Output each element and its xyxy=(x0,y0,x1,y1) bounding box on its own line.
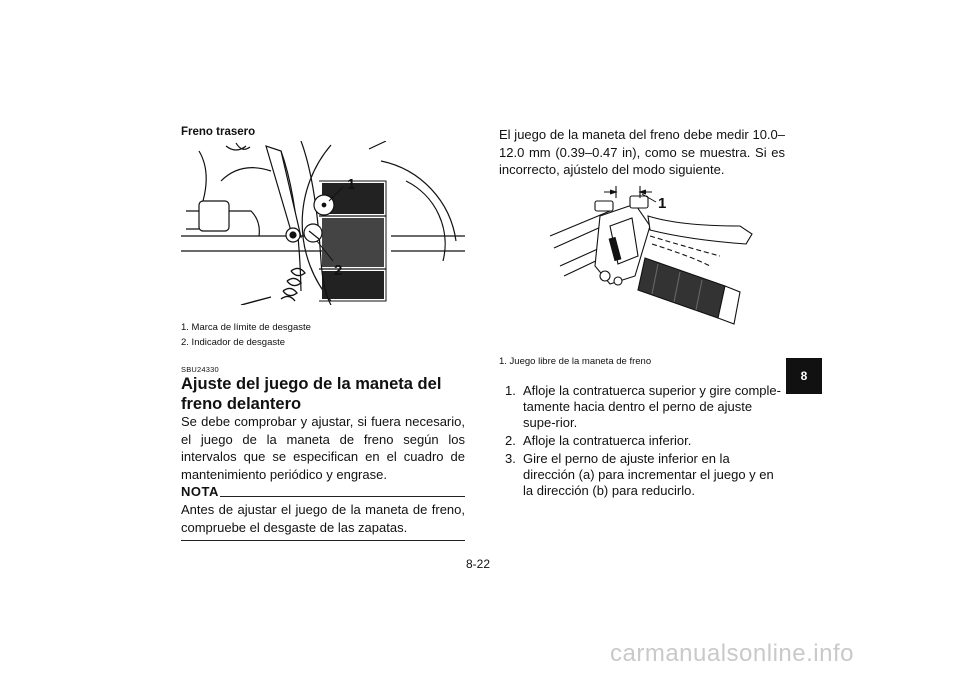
page-number: 8-22 xyxy=(466,557,491,571)
step-number: 3. xyxy=(505,451,516,466)
front-brake-caption xyxy=(499,354,651,369)
section-code: SBU24330 xyxy=(181,365,219,374)
figure-title-rear-brake: Freno trasero xyxy=(181,126,256,138)
note-text: Antes de ajustar el juego de la maneta de freno, compruebe el desgaste de las zapatas. xyxy=(181,502,465,535)
chapter-tab: 8 xyxy=(786,358,822,394)
figure-callout-2: 2 xyxy=(334,262,343,279)
step-number: 1. xyxy=(505,383,516,398)
free-play-callout-1: 1 xyxy=(658,195,667,212)
note-bottom-rule xyxy=(181,540,465,541)
rear-brake-illustration xyxy=(181,141,465,305)
step-item xyxy=(499,433,785,449)
step-item xyxy=(499,451,785,499)
caption-item: 1. Marca de límite de desgaste xyxy=(181,322,311,333)
step-text: Afloje la contratuerca inferior. xyxy=(523,433,692,448)
section-heading: Ajuste del juego de la maneta del freno delantero xyxy=(181,375,442,413)
step-text: Afloje la contratuerca superior y gire comple-tamente hacia dentro el perno de ajuste supe-rior. xyxy=(523,383,781,430)
rear-brake-captions xyxy=(181,320,311,350)
adjustment-steps xyxy=(499,383,785,501)
step-item xyxy=(499,383,785,431)
step-number: 2. xyxy=(505,433,516,448)
free-play-intro: El juego de la maneta del freno debe medir 10.0–12.0 mm (0.39–0.47 in), como se muestra. Si es incorrecto, ajústelo del modo siguiente. xyxy=(499,127,785,177)
note-label: NOTA xyxy=(181,484,219,499)
front-brake-lever-illustration xyxy=(540,186,770,326)
intro-paragraph: Se debe comprobar y ajustar, si fuera necesario, el juego de la maneta de freno según los intervalos que se especifican en el cuadro de mantenimiento periódico y engrase. xyxy=(181,414,465,482)
watermark-text: carmanualsonline.info xyxy=(610,640,854,667)
figure-callout-1: 1 xyxy=(347,176,356,193)
step-text: Gire el perno de ajuste inferior en la dirección (a) para incrementar el juego y en la dirección (b) para reducirlo. xyxy=(523,451,774,498)
caption-item: 2. Indicador de desgaste xyxy=(181,337,286,348)
caption-item: 1. Juego libre de la maneta de freno xyxy=(499,356,652,367)
note-top-rule xyxy=(220,496,465,497)
